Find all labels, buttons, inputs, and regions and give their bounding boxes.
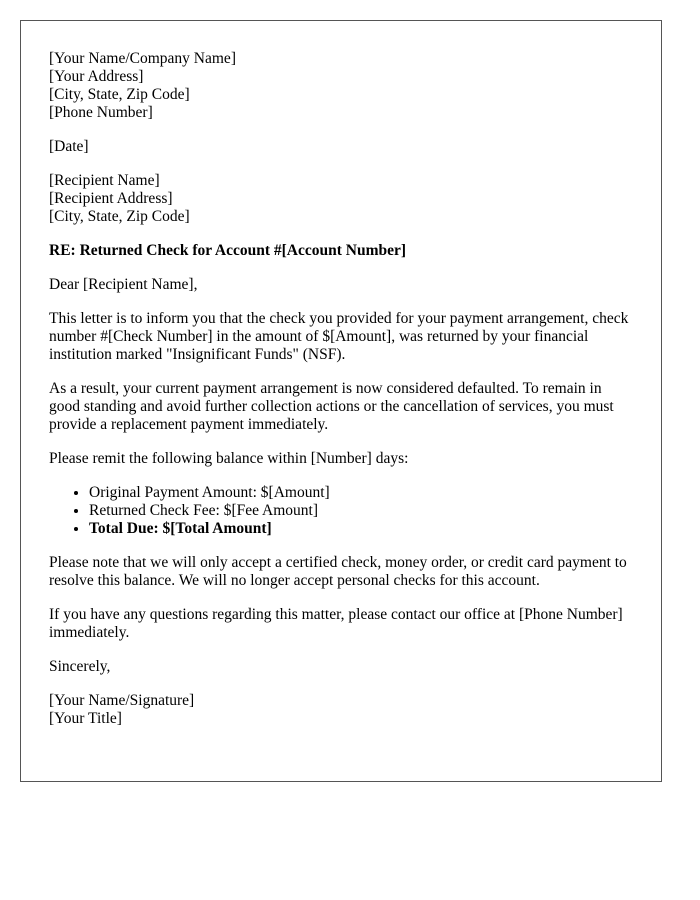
sender-city-state-zip: [City, State, Zip Code] xyxy=(49,86,190,103)
contact-paragraph: If you have any questions regarding this matter, please contact our office at [Phone Number] immediately. xyxy=(49,606,623,641)
sender-address: [Your Address] xyxy=(49,68,144,85)
subject-line: RE: Returned Check for Account #[Account Number] xyxy=(49,242,407,259)
balance-item-original: • Original Payment Amount: $[Amount] xyxy=(89,484,633,502)
sender-phone: [Phone Number] xyxy=(49,104,153,121)
recipient-block xyxy=(49,172,633,226)
recipient-address: [Recipient Address] xyxy=(49,190,173,207)
signature-title: [Your Title] xyxy=(49,710,122,727)
sender-name: [Your Name/Company Name] xyxy=(49,50,236,67)
remit-paragraph: Please remit the following balance within [Number] days: xyxy=(49,450,409,467)
letter-page xyxy=(20,20,662,782)
date-block xyxy=(49,138,633,156)
letter-date: [Date] xyxy=(49,138,89,155)
recipient-name: [Recipient Name] xyxy=(49,172,160,189)
consequence-paragraph: As a result, your current payment arrangement is now considered defaulted. To remain in good standing and avoid further collection actions or the cancellation of services, you must provide a replacement payment immediately. xyxy=(49,380,614,433)
signature-name: [Your Name/Signature] xyxy=(49,692,195,709)
closing: Sincerely, xyxy=(49,658,111,675)
balance-item-fee: • Returned Check Fee: $[Fee Amount] xyxy=(89,502,633,520)
sender-block xyxy=(49,50,633,122)
balance-item-total: • Total Due: $[Total Amount] xyxy=(89,520,633,538)
recipient-city-state-zip: [City, State, Zip Code] xyxy=(49,208,190,225)
intro-paragraph: This letter is to inform you that the check you provided for your payment arrangement, check number #[Check Number] in the amount of $[Amount], was returned by your financial institution marked "Insignificant Funds" (NSF). xyxy=(49,310,629,363)
salutation: Dear [Recipient Name], xyxy=(49,276,198,293)
signature-block xyxy=(49,692,633,728)
payment-terms-paragraph: Please note that we will only accept a certified check, money order, or credit card payment to resolve this balance. We will no longer accept personal checks for this account. xyxy=(49,554,627,589)
balance-list xyxy=(49,484,633,538)
